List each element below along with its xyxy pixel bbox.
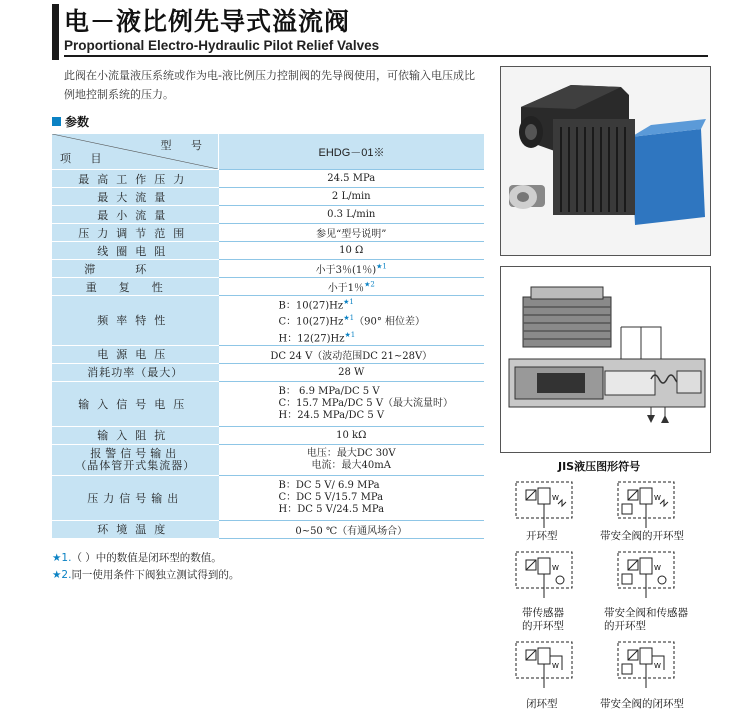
star-icon: ★1 [343,314,355,323]
intro-paragraph: 此阀在小流量液压系统或作为电-液比例压力控制阀的先导阀使用，可依输入电压成比例地控制系统的压力。 [64,69,475,101]
star-icon: ★1 [376,262,387,271]
row-label: 消耗功率（最大） [52,363,219,381]
section-heading [52,113,89,130]
jis-caption: 带安全阀的开环型 [600,530,684,542]
table-row [52,296,484,346]
page-subtitle: Proportional Electro-Hydraulic Pilot Relief Valves [64,38,380,53]
spec-table [52,134,484,539]
alarm-line: 电压：最大DC 30V [306,447,396,459]
row-label: 滞环 [52,260,219,278]
svg-text:W: W [552,662,559,670]
star-icon: ★1. [52,552,72,564]
row-value [219,296,485,346]
valve-cutaway-illustration [501,267,710,452]
star-icon: ★1 [343,298,354,306]
row-value: 0.3 L/min [219,206,485,224]
table-row [52,170,484,188]
svg-text:W: W [654,494,661,502]
table-header-row [52,134,484,170]
row-value: 28 W [219,363,485,381]
row-label: 环境温度 [52,520,219,538]
row-value: 参见“型号说明” [219,224,485,242]
row-value: 10 Ω [219,242,485,260]
valve-photo-illustration [501,67,710,255]
row-label [52,444,219,475]
row-label: 最小流量 [52,206,219,224]
cutaway-diagram [500,266,711,453]
alarm-line: 电流：最大40mA [311,459,391,471]
input-line: C：15.7 MPa/DC 5 V（最大流量时） [278,397,454,409]
row-value: 0~50 ℃（有通风场合） [219,520,485,538]
page-title: 电－液比例先导式溢流阀 [64,7,351,36]
row-value: 10 kΩ [219,426,485,444]
title-bar [52,4,59,60]
input-line: B： 6.9 MPa/DC 5 V [278,385,380,397]
jis-symbol-closed-loop [512,636,576,696]
jis-symbol-open-loop-sensor [512,546,576,606]
header-model: EHDG－01※ [219,134,485,170]
jis-caption: 带安全阀和传感器的开环型 [604,607,688,632]
pressure-line: C：DC 5 V/15.7 MPa [278,491,384,503]
star-icon: ★2 [364,280,375,289]
svg-text:W: W [552,564,559,572]
row-value: DC 24 V（波动范围DC 21~28V） [219,345,485,363]
svg-text:W: W [654,564,661,572]
table-row [52,242,484,260]
jis-caption: 闭环型 [526,698,558,710]
table-row [52,426,484,444]
table-row [52,363,484,381]
freq-line-h: H：$12(27)Hz^{★1}$ [278,330,356,344]
row-value [219,475,485,520]
row-value [219,381,485,426]
jis-symbol-open-loop-safety [614,476,678,536]
svg-text:W: W [654,662,661,670]
row-value: 24.5 MPa [219,170,485,188]
row-label: 输入阻抗 [52,426,219,444]
row-label: 最高工作压力 [52,170,219,188]
jis-title: JIS液压图形符号 [558,460,641,473]
jis-caption: 带安全阀的闭环型 [600,698,684,710]
footnote: ★2.同一使用条件下阀独立测试得到的。 [52,569,240,581]
alarm-sublabel: （晶体管开式集流器） [75,458,196,472]
footnotes [52,550,239,584]
table-row [52,475,484,520]
pressure-line: H：DC 5 V/24.5 MPa [278,503,385,515]
alarm-label: 报警信号输出 [90,446,181,460]
jis-symbol-open-loop-safety-sensor [614,546,678,606]
title-divider [64,55,708,57]
table-row [52,224,484,242]
row-label: 电源电压 [52,345,219,363]
square-bullet-icon [52,117,61,126]
table-row [52,188,484,206]
svg-text:W: W [552,494,559,502]
row-label: 最大流量 [52,188,219,206]
row-label: 线圈电阻 [52,242,219,260]
table-row [52,444,484,475]
jis-symbol-open-loop [512,476,576,536]
table-row [52,381,484,426]
header-item-label: 项 目 [60,152,110,165]
row-value: 小于3％(1％)$^{★1}$ [219,260,485,278]
star-icon: ★2. [52,569,72,581]
row-label: 输入信号电压 [52,381,219,426]
freq-line-c: C：$10(27)Hz^{★1}(90^\circ$ 相位差） [278,314,426,328]
jis-symbol-closed-loop-safety [614,636,678,696]
header-corner-cell [52,134,219,170]
section-title: 参数 [65,115,90,129]
pressure-line: B：DC 5 V/ 6.9 MPa [278,479,380,491]
star-icon: ★1 [344,330,356,339]
jis-caption: 开环型 [526,530,558,542]
row-label: 压力调节范围 [52,224,219,242]
freq-line-b: B：$10(27)Hz^{★1}$ [278,298,354,312]
row-value: 小于1％$^{★2}$ [219,278,485,296]
row-label: 频率特性 [52,296,219,346]
row-label: 压力信号输出 [52,475,219,520]
table-row [52,206,484,224]
table-row [52,278,484,296]
input-line: H：24.5 MPa/DC 5 V [278,409,385,421]
table-row [52,260,484,278]
footnote: ★1.（ ）中的数值是闭环型的数值。 [52,552,222,564]
table-row [52,345,484,363]
jis-caption: 带传感器的开环型 [522,607,564,632]
header-type-label: 型 号 [160,139,210,152]
row-label: 重复性 [52,278,219,296]
row-value [219,444,485,475]
table-row [52,520,484,538]
row-value: 2 L/min [219,188,485,206]
product-photo [500,66,711,256]
